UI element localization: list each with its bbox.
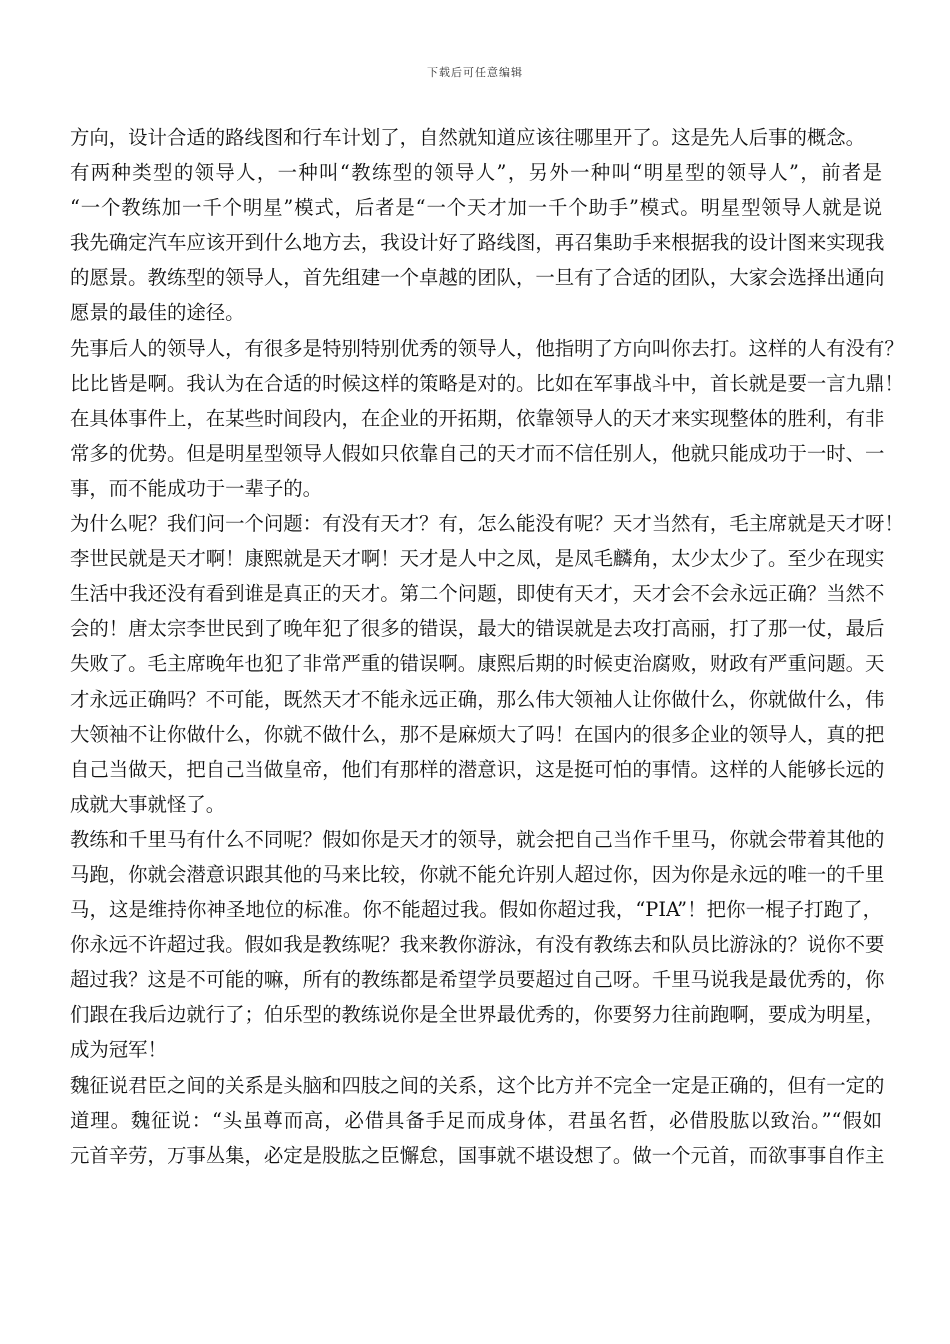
text-line: 道理。魏征说：“头虽尊而高，必借具备手足而成身体，君虽名哲，必借股肱以致治。”“假如 bbox=[70, 1108, 882, 1132]
paragraph bbox=[70, 155, 885, 330]
page-header: 下载后可任意编辑 bbox=[427, 66, 523, 79]
text-line: 生活中我还没有看到谁是真正的天才。第二个问题，即使有天才，天才会不会永远正确？当然不 bbox=[70, 582, 885, 606]
text-line: 比比皆是啊。我认为在合适的时候这样的策略是对的。比如在军事战斗中，首长就是要一言九鼎！ bbox=[70, 371, 904, 395]
text-line: 先事后人的领导人，有很多是特别特别优秀的领导人，他指明了方向叫你去打。这样的人有没有？ bbox=[70, 336, 904, 360]
text-line: 为什么呢？我们问一个问题：有没有天才？有，怎么能没有呢？天才当然有，毛主席就是天才呀！ bbox=[70, 512, 904, 536]
paragraph bbox=[70, 506, 904, 822]
text-line: 失败了。毛主席晚年也犯了非常严重的错误啊。康熙后期的时候吏治腐败，财政有严重问题。天 bbox=[70, 652, 885, 676]
text-line: 会的！唐太宗李世民到了晚年犯了很多的错误，最大的错误就是去攻打高丽，打了那一仗，最后 bbox=[70, 617, 885, 641]
text-line: 们跟在我后边就行了；伯乐型的教练说你是全世界最优秀的，你要努力往前跑啊，要成为明星， bbox=[70, 1003, 885, 1027]
text-line: 大领袖不让你做什么，你就不做什么，那不是麻烦大了吗！在国内的很多企业的领导人，真的把 bbox=[70, 722, 885, 746]
text-line: 常多的优势。但是明星型领导人假如只依靠自己的天才而不信任别人，他就只能成功于一时、一 bbox=[70, 441, 885, 465]
paragraph bbox=[70, 120, 882, 155]
text-line: 马跑，你就会潜意识跟其他的马来比较，你就不能允许别人超过你，因为你是永远的唯一的千里 bbox=[70, 862, 885, 886]
text-line: 你永远不许超过我。假如我是教练呢？我来教你游泳，有没有教练去和队员比游泳的？说你不要 bbox=[70, 933, 885, 957]
text-line: 超过我？这是不可能的嘛，所有的教练都是希望学员要超过自己呀。千里马说我是最优秀的，你 bbox=[70, 968, 885, 992]
text-line: 魏征说君臣之间的关系是头脑和四肢之间的关系，这个比方并不完全一定是正确的，但有一定的 bbox=[70, 1073, 885, 1097]
text-line: 成就大事就怪了。 bbox=[70, 792, 226, 816]
text-line: 在具体事件上，在某些时间段内，在企业的开拓期，依靠领导人的天才来实现整体的胜利，有非 bbox=[70, 406, 885, 430]
text-line: 愿景的最佳的途径。 bbox=[70, 301, 245, 325]
text-line: 我先确定汽车应该开到什么地方去，我设计好了路线图，再召集助手来根据我的设计图来实现我 bbox=[70, 231, 885, 255]
text-line: 自己当做天，把自己当做皇帝，他们有那样的潜意识，这是挺可怕的事情。这样的人能够长远的 bbox=[70, 757, 885, 781]
paragraph bbox=[70, 1068, 885, 1173]
paragraph bbox=[70, 331, 904, 506]
text-line: 成为冠军！ bbox=[70, 1038, 167, 1062]
text-line: 方向，设计合适的路线图和行车计划了，自然就知道应该往哪里开了。这是先人后事的概念。 bbox=[70, 126, 866, 149]
text-line: 元首辛劳，万事丛集，必定是股肱之臣懈怠，国事就不堪设想了。做一个元首，而欲事事自作主 bbox=[70, 1143, 885, 1167]
text-line: 事，而不能成功于一辈子的。 bbox=[70, 476, 323, 500]
text-line: 李世民就是天才啊！康熙就是天才啊！天才是人中之凤，是凤毛麟角，太少太少了。至少在现实 bbox=[70, 547, 885, 571]
text-line: 才永远正确吗？不可能，既然天才不能永远正确，那么伟大领袖人让你做什么，你就做什么，伟 bbox=[70, 687, 885, 711]
paragraph bbox=[70, 822, 885, 1068]
text-line: “一个教练加一千个明星”模式，后者是“一个天才加一千个助手”模式。明星型领导人就是说 bbox=[70, 196, 882, 220]
document-body bbox=[70, 120, 904, 1173]
text-line: 教练和千里马有什么不同呢？假如你是天才的领导，就会把自己当作千里马，你就会带着其他的 bbox=[70, 827, 885, 851]
text-line: 有两种类型的领导人，一种叫“教练型的领导人”，另外一种叫“明星型的领导人”，前者是 bbox=[70, 161, 882, 185]
text-line: 的愿景。教练型的领导人，首先组建一个卓越的团队，一旦有了合适的团队，大家会选择出通向 bbox=[70, 266, 885, 290]
text-line: 马，这是维持你神圣地位的标准。你不能超过我。假如你超过我，“PIA”！把你一棍子打跑了， bbox=[70, 898, 882, 922]
